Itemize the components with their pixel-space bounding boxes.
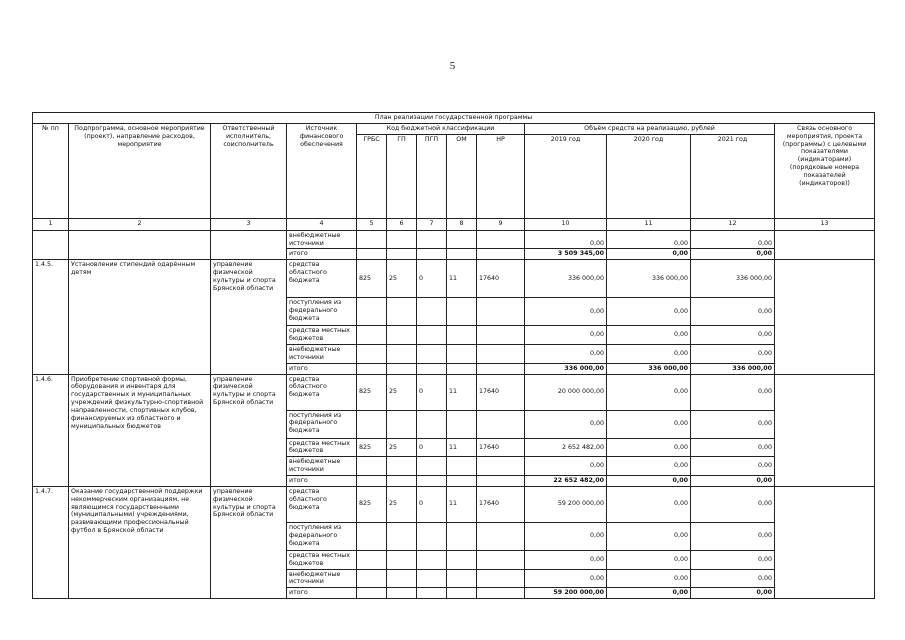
header-row-main (33, 123, 875, 134)
code-om: 11 (447, 260, 477, 298)
value-2020: 0,00 (607, 438, 691, 457)
code-grbs: 825 (357, 374, 387, 410)
item-name: Оказание государственной поддержки некоммерческим организациям, не являющимся государственными (муниципальными) учреждениями, развивающими профессиональный футбол в Брянской области (69, 486, 211, 598)
total-2019: 336 000,00 (525, 363, 607, 374)
item-number: 1.4.6. (33, 374, 69, 486)
item-executor: управление физической культуры и спорта Брянской области (211, 260, 287, 374)
total-2020: 0,00 (607, 588, 691, 599)
value-2021: 0,00 (691, 410, 775, 438)
code-pgp: 0 (417, 438, 447, 457)
code-gp: 25 (387, 438, 417, 457)
value-2021: 0,00 (691, 457, 775, 476)
value-2021: 0,00 (691, 522, 775, 550)
code-pgp: 0 (417, 260, 447, 298)
source-total: итого (287, 249, 357, 260)
value-2021: 0,00 (691, 438, 775, 457)
value-2019: 0,00 (525, 326, 607, 345)
col-number: 7 (417, 218, 447, 230)
source-federal: поступления из федерального бюджета (287, 522, 357, 550)
code-grbs: 825 (357, 438, 387, 457)
item-executor: управление физической культуры и спорта Брянской области (211, 374, 287, 486)
total-2019: 3 509 345,00 (525, 249, 607, 260)
total-2020: 336 000,00 (607, 363, 691, 374)
source-extra: внебюджетные источники (287, 230, 357, 249)
code-om: 11 (447, 374, 477, 410)
value-2021: 0,00 (691, 374, 775, 410)
total-2020: 0,00 (607, 476, 691, 487)
value-2020: 0,00 (607, 230, 691, 249)
code-grbs: 825 (357, 260, 387, 298)
col-number: 13 (775, 218, 875, 230)
item-number: 1.4.7. (33, 486, 69, 598)
code-pgp (417, 326, 447, 345)
value-2019: 0,00 (525, 230, 607, 249)
item-number: 1.4.5. (33, 260, 69, 374)
source-total: итого (287, 476, 357, 487)
col-number: 12 (691, 218, 775, 230)
source-federal: поступления из федерального бюджета (287, 410, 357, 438)
col-number: 1 (33, 218, 69, 230)
total-2019: 59 200 000,00 (525, 588, 607, 599)
col-gp-header: ГП (387, 134, 417, 218)
value-2021: 0,00 (691, 550, 775, 569)
table-row (33, 374, 875, 410)
table-row (33, 486, 875, 522)
value-2021: 0,00 (691, 345, 775, 364)
code-pgp: 0 (417, 374, 447, 410)
code-om (447, 550, 477, 569)
col-volume-header: Объём средств на реализацию, рублей (525, 123, 775, 134)
value-2021: 0,00 (691, 486, 775, 522)
col-name-header: Подпрограмма, основное мероприятие (проект), направление расходов, мероприятие (69, 123, 211, 218)
source-federal: поступления из федерального бюджета (287, 298, 357, 326)
value-2019: 0,00 (525, 457, 607, 476)
code-np (477, 326, 525, 345)
value-2020: 336 000,00 (607, 260, 691, 298)
col-number: 6 (387, 218, 417, 230)
code-gp: 25 (387, 260, 417, 298)
col-number: 2 (69, 218, 211, 230)
total-2019: 22 652 482,00 (525, 476, 607, 487)
code-om (447, 326, 477, 345)
value-2020: 0,00 (607, 522, 691, 550)
value-2021: 0,00 (691, 298, 775, 326)
value-2020: 0,00 (607, 569, 691, 588)
value-2019: 0,00 (525, 522, 607, 550)
source-total: итого (287, 363, 357, 374)
item-executor: управление физической культуры и спорта Брянской области (211, 486, 287, 598)
value-2019: 0,00 (525, 345, 607, 364)
source-extra: внебюджетные источники (287, 569, 357, 588)
code-grbs: 825 (357, 486, 387, 522)
col-number: 9 (477, 218, 525, 230)
header-row-title (33, 113, 875, 124)
source-regional: средства областного бюджета (287, 374, 357, 410)
code-gp (387, 550, 417, 569)
col-number: 11 (607, 218, 691, 230)
source-extra: внебюджетные источники (287, 457, 357, 476)
col-number: 5 (357, 218, 387, 230)
col-2020-header: 2020 год (607, 134, 691, 218)
total-2021: 336 000,00 (691, 363, 775, 374)
code-np: 17640 (477, 438, 525, 457)
code-np: 17640 (477, 486, 525, 522)
source-local: средства местных бюджетов (287, 438, 357, 457)
column-numbers-row (33, 218, 875, 230)
value-2019: 20 000 000,00 (525, 374, 607, 410)
value-2020: 0,00 (607, 326, 691, 345)
source-total: итого (287, 588, 357, 599)
total-2021: 0,00 (691, 588, 775, 599)
value-2019: 0,00 (525, 298, 607, 326)
value-2019: 0,00 (525, 569, 607, 588)
value-2020: 0,00 (607, 345, 691, 364)
code-gp (387, 326, 417, 345)
col-number: 4 (287, 218, 357, 230)
value-2020: 0,00 (607, 550, 691, 569)
total-2021: 0,00 (691, 476, 775, 487)
col-link-header: Связь основного мероприятия, проекта (программы) с целевыми показателями (индикаторами) (порядковые номера показателей (индикаторов)) (775, 123, 875, 218)
value-2021: 0,00 (691, 569, 775, 588)
code-grbs (357, 326, 387, 345)
code-om: 11 (447, 486, 477, 522)
value-2019: 0,00 (525, 550, 607, 569)
col-exec-header: Ответственный исполнитель, соисполнитель (211, 123, 287, 218)
item-name: Приобретение спортивной формы, оборудования и инвентаря для государственных и муниципальных учреждений физкультурно-спортивной направленности, спортивных клубов, финансируемых из областного и муниципальных бюджетов (69, 374, 211, 486)
col-2019-header: 2019 год (525, 134, 607, 218)
value-2020: 0,00 (607, 374, 691, 410)
col-source-header: Источник финансового обеспечения (287, 123, 357, 218)
value-2019: 2 652 482,00 (525, 438, 607, 457)
col-kbk-header: Код бюджетной классификации (357, 123, 525, 134)
value-2020: 0,00 (607, 298, 691, 326)
code-grbs (357, 550, 387, 569)
code-pgp: 0 (417, 486, 447, 522)
code-np: 17640 (477, 374, 525, 410)
col-pgp-header: ПГП (417, 134, 447, 218)
table-row (33, 260, 875, 298)
value-2019: 59 200 000,00 (525, 486, 607, 522)
col-grbs-header: ГРБС (357, 134, 387, 218)
col-number: 10 (525, 218, 607, 230)
code-gp: 25 (387, 486, 417, 522)
value-2020: 0,00 (607, 486, 691, 522)
value-2020: 0,00 (607, 457, 691, 476)
total-2021: 0,00 (691, 249, 775, 260)
col-no-header: № пп (33, 123, 69, 218)
total-2020: 0,00 (607, 249, 691, 260)
plan-title: План реализации государственной программы (33, 113, 875, 124)
source-local: средства местных бюджетов (287, 550, 357, 569)
value-2021: 0,00 (691, 230, 775, 249)
page-number: 5 (449, 60, 456, 72)
source-regional: средства областного бюджета (287, 486, 357, 522)
value-2019: 0,00 (525, 410, 607, 438)
code-np (477, 550, 525, 569)
value-2019: 336 000,00 (525, 260, 607, 298)
value-2020: 0,00 (607, 410, 691, 438)
code-pgp (417, 550, 447, 569)
col-number: 3 (211, 218, 287, 230)
source-extra: внебюджетные источники (287, 345, 357, 364)
value-2021: 0,00 (691, 326, 775, 345)
code-np: 17640 (477, 260, 525, 298)
plan-table (32, 112, 875, 599)
col-2021-header: 2021 год (691, 134, 775, 218)
code-gp: 25 (387, 374, 417, 410)
col-number: 8 (447, 218, 477, 230)
source-regional: средства областного бюджета (287, 260, 357, 298)
item-name: Установление стипендий одарённым детям (69, 260, 211, 374)
col-om-header: ОМ (447, 134, 477, 218)
code-om: 11 (447, 438, 477, 457)
col-np-header: НР (477, 134, 525, 218)
table-row (33, 230, 875, 249)
value-2021: 336 000,00 (691, 260, 775, 298)
source-local: средства местных бюджетов (287, 326, 357, 345)
